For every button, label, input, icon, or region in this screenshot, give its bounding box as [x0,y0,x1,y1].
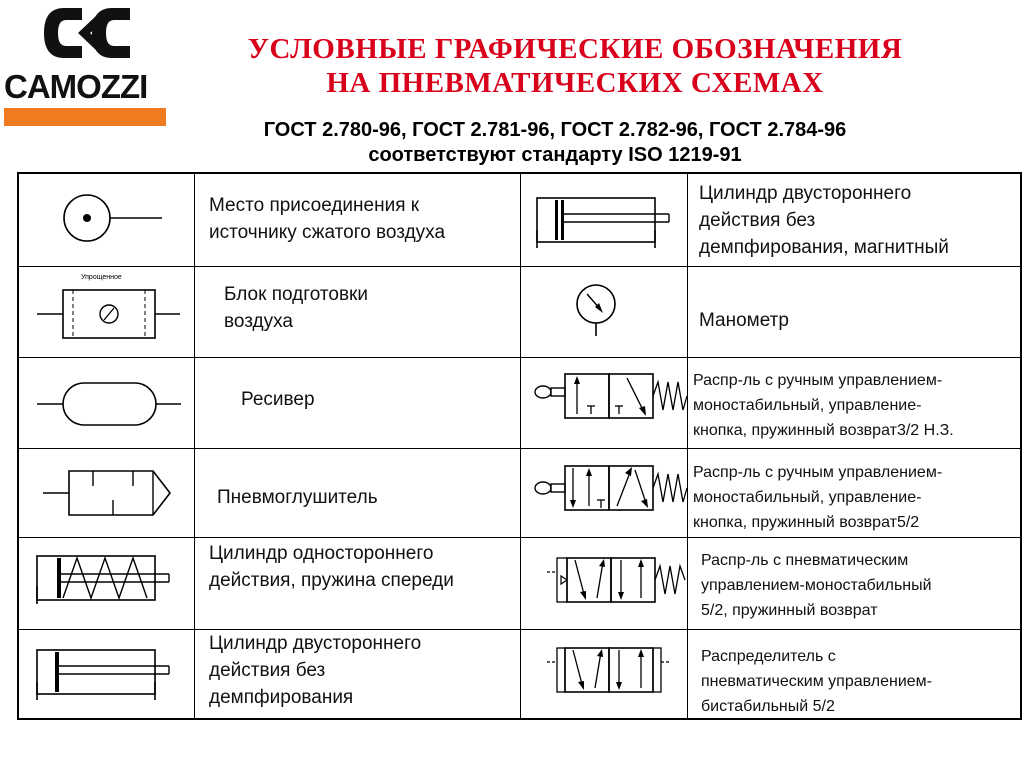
page-title [190,32,960,100]
row-5-right-text: Распр-ль с пневматическим управлением-моностабильный 5/2, пружинный возврат [701,552,932,619]
row-6-right-text: Распределитель с пневматическим управлением- бистабильный 5/2 [701,648,932,715]
grid-divider [520,174,521,718]
air-preparation-unit-icon [35,284,185,344]
camozzi-logo [0,0,180,130]
grid-divider [19,357,1020,358]
row-5-left-text: Цилиндр одностороннего действия, пружина спереди [209,543,454,591]
logo-accent-bar [4,108,166,126]
valve-3-2-manual-icon [531,370,691,422]
grid-divider [687,174,688,718]
symbols-table [17,172,1022,720]
grid-divider [19,448,1020,449]
row-1-left-text: Место присоединения к источнику сжатого воздуха [209,195,446,243]
row-4-left-text: Пневмоглушитель [217,487,378,508]
row-2-right-text: Манометр [699,310,789,331]
connection-point-icon [57,192,167,248]
grid-divider [19,537,1020,538]
row-6-left-text: Цилиндр двустороннего действия без демпфирования [209,633,422,708]
single-acting-cylinder-icon [33,552,173,604]
grid-divider [19,266,1020,267]
row-1-right-text: Цилиндр двустороннего действия без демпфирования, магнитный [699,183,949,258]
title-line-2: НА ПНЕВМАТИЧЕСКИХ СХЕМАХ [326,67,824,99]
subtitle-line-2: соответствуют стандарту ISO 1219-91 [368,144,742,166]
symbol-caption: Упрощенное [81,274,122,281]
manometer-icon [571,280,621,336]
valve-5-2-pneumatic-mono-icon [543,552,693,608]
row-4-right-text: Распр-ль с ручным управлением- моностабильный, управление- кнопка, пружинный возврат5/2 [693,464,943,531]
grid-divider [194,174,195,718]
page-subtitle [150,118,960,168]
receiver-icon [35,379,185,429]
valve-5-2-manual-icon [531,462,691,514]
magnetic-cylinder-icon [533,192,673,250]
silencer-icon [41,466,176,518]
row-3-left-text: Ресивер [241,389,315,410]
valve-5-2-pneumatic-bi-icon [545,642,675,698]
grid-divider [19,629,1020,630]
row-2-left-text: Блок подготовки воздуха [224,284,368,332]
camozzi-mark-icon [38,2,138,64]
row-3-right-text: Распр-ль с ручным управлением- моностабильный, управление- кнопка, пружинный возврат3/2 Н.З. [693,372,954,439]
title-line-1: УСЛОВНЫЕ ГРАФИЧЕСКИЕ ОБОЗНАЧЕНИЯ [247,33,903,65]
double-acting-cylinder-icon [33,644,173,700]
subtitle-line-1: ГОСТ 2.780-96, ГОСТ 2.781-96, ГОСТ 2.782-96, ГОСТ 2.784-96 [263,119,847,141]
logo-text: CAMOZZI [4,68,148,105]
